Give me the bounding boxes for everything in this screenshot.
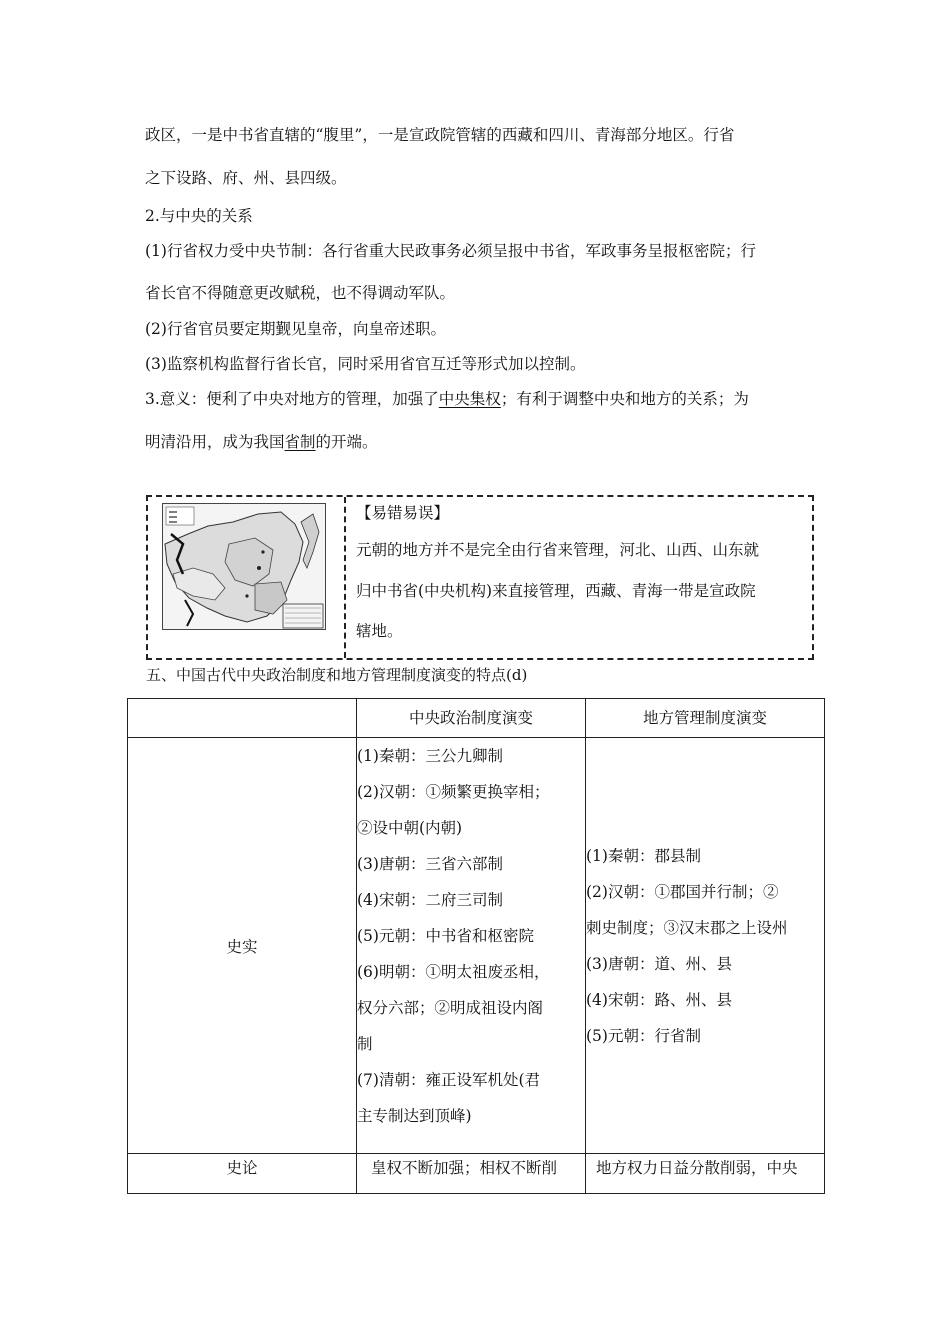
paragraph-line: 省长官不得随意更改赋税，也不得调动军队。 bbox=[145, 284, 456, 302]
list-item: (6)明朝：①明太祖废丞相， bbox=[357, 963, 550, 981]
paragraph-line: (1)行省权力受中央节制：各行省重大民政事务必须呈报中书省，军政事务呈报枢密院；行 bbox=[145, 242, 756, 260]
list-item: 刺史制度；③汉末郡之上设州 bbox=[586, 918, 788, 937]
paragraph-line bbox=[145, 388, 749, 410]
table-header-cell bbox=[128, 699, 357, 738]
list-item: ②设中朝(内朝) bbox=[357, 819, 463, 837]
tip-divider bbox=[344, 497, 346, 658]
list-item: 主专制达到顶峰) bbox=[357, 1107, 472, 1125]
yuan-map-image bbox=[162, 503, 326, 630]
paragraph-line bbox=[145, 431, 378, 453]
tip-line: 辖地。 bbox=[356, 622, 403, 640]
row-label-cell bbox=[128, 1154, 357, 1194]
text-run: 的开端。 bbox=[315, 433, 378, 451]
list-item: (5)元朝：中书省和枢密院 bbox=[357, 927, 534, 945]
tip-title: 【易错易误】 bbox=[356, 504, 450, 522]
comparison-table bbox=[127, 698, 825, 1194]
list-item: (3)唐朝：道、州、县 bbox=[586, 954, 732, 973]
table-header-row bbox=[128, 699, 825, 738]
tip-line: 元朝的地方并不是完全由行省来管理，河北、山西、山东就 bbox=[356, 541, 760, 559]
table-row bbox=[128, 738, 825, 1154]
list-item: (5)元朝：行省制 bbox=[586, 1026, 701, 1045]
list-item: (2)汉朝：①频繁更换宰相； bbox=[357, 783, 550, 801]
central-cell bbox=[357, 738, 586, 1154]
paragraph-line: 之下设路、府、州、县四级。 bbox=[145, 169, 347, 187]
central-summary-cell: 皇权不断加强；相权不断削 bbox=[357, 1154, 586, 1194]
table-header-cell: 中央政治制度演变 bbox=[357, 699, 586, 738]
text-run: 明清沿用，成为我国 bbox=[145, 433, 285, 451]
list-item: (4)宋朝：二府三司制 bbox=[357, 891, 503, 909]
list-item: (1)秦朝：郡县制 bbox=[586, 846, 701, 865]
underlined-term: 中央集权 bbox=[438, 390, 501, 408]
row-label: 史实 bbox=[226, 937, 258, 956]
paragraph-line: (2)行省官员要定期觐见皇帝，向皇帝述职。 bbox=[145, 320, 446, 338]
map-illustration bbox=[163, 504, 325, 629]
list-item: (4)宋朝：路、州、县 bbox=[586, 990, 732, 1009]
local-summary-cell: 地方权力日益分散削弱，中央 bbox=[586, 1154, 825, 1194]
list-item: 制 bbox=[357, 1035, 373, 1053]
text-run: ；有利于调整中央和地方的关系；为 bbox=[500, 390, 749, 408]
tip-box bbox=[146, 495, 814, 660]
paragraph-line: 政区，一是中书省直辖的“腹里”，一是宣政院管辖的西藏和四川、青海部分地区。行省 bbox=[145, 126, 735, 144]
table-row bbox=[128, 1154, 825, 1194]
section-title: 五、中国古代中央政治制度和地方管理制度演变的特点(d) bbox=[146, 666, 528, 684]
local-cell bbox=[586, 738, 825, 1154]
list-item: (3)唐朝：三省六部制 bbox=[357, 855, 503, 873]
section-heading: 2.与中央的关系 bbox=[145, 207, 253, 225]
paragraph-line: (3)监察机构监督行省长官，同时采用省官互迁等形式加以控制。 bbox=[145, 355, 586, 373]
list-item: (1)秦朝：三公九卿制 bbox=[357, 747, 503, 765]
list-item: (2)汉朝：①郡国并行制；② bbox=[586, 882, 779, 901]
underlined-term: 省制 bbox=[284, 433, 316, 451]
table-header-cell: 地方管理制度演变 bbox=[586, 699, 825, 738]
row-label-cell bbox=[128, 738, 357, 1154]
list-item: 权分六部；②明成祖设内阁 bbox=[357, 999, 544, 1017]
text-run: 3.意义：便利了中央对地方的管理，加强了 bbox=[145, 390, 439, 408]
row-label: 史论 bbox=[226, 1159, 258, 1177]
tip-line: 归中书省(中央机构)来直接管理，西藏、青海一带是宣政院 bbox=[356, 582, 756, 600]
list-item: (7)清朝：雍正设军机处(君 bbox=[357, 1071, 541, 1089]
